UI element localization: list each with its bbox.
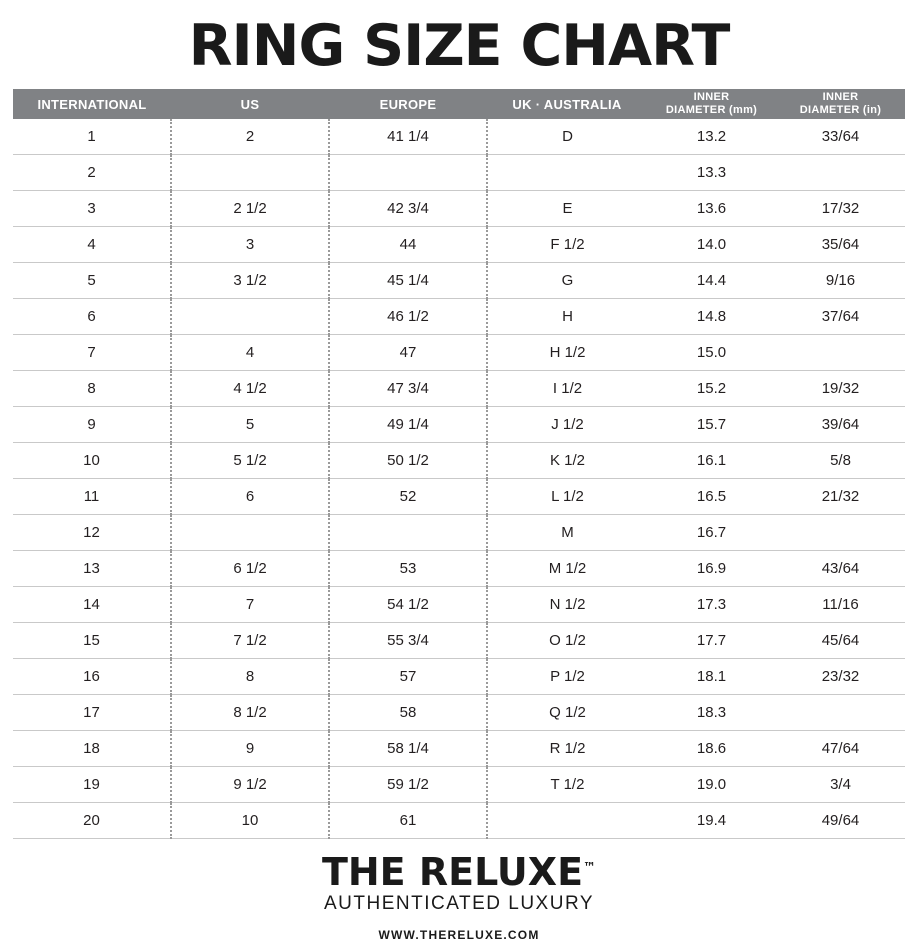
- cell-international: 1: [13, 119, 171, 155]
- cell-us: 3: [171, 227, 329, 263]
- cell-europe: 44: [329, 227, 487, 263]
- cell-inner-diameter-in: [776, 695, 905, 731]
- cell-uk-australia: Q 1/2: [487, 695, 647, 731]
- cell-uk-australia: H: [487, 299, 647, 335]
- cell-international: 3: [13, 191, 171, 227]
- page-title: RING SIZE CHART: [188, 13, 730, 79]
- cell-international: 6: [13, 299, 171, 335]
- cell-inner-diameter-in: 33/64: [776, 119, 905, 155]
- cell-us: 2 1/2: [171, 191, 329, 227]
- cell-europe: 52: [329, 479, 487, 515]
- cell-international: 15: [13, 623, 171, 659]
- column-header-inner-diameter-mm: [647, 89, 776, 119]
- cell-inner-diameter-in: 19/32: [776, 371, 905, 407]
- table-row: [13, 623, 905, 659]
- cell-uk-australia: G: [487, 263, 647, 299]
- column-header-international: INTERNATIONAL: [13, 89, 171, 119]
- column-header-europe: EUROPE: [329, 89, 487, 119]
- cell-uk-australia: T 1/2: [487, 767, 647, 803]
- cell-international: 5: [13, 263, 171, 299]
- table-row: [13, 515, 905, 551]
- cell-inner-diameter-in: 39/64: [776, 407, 905, 443]
- cell-inner-diameter-in: 49/64: [776, 803, 905, 839]
- column-header-inner-diameter-mm-line1: INNER: [693, 91, 730, 104]
- cell-international: 18: [13, 731, 171, 767]
- cell-europe: 57: [329, 659, 487, 695]
- column-header-inner-diameter-in-line1: INNER: [822, 91, 859, 104]
- cell-inner-diameter-mm: 14.0: [647, 227, 776, 263]
- cell-europe: 53: [329, 551, 487, 587]
- cell-inner-diameter-in: 47/64: [776, 731, 905, 767]
- cell-us: 5 1/2: [171, 443, 329, 479]
- cell-inner-diameter-in: 23/32: [776, 659, 905, 695]
- cell-inner-diameter-mm: 13.2: [647, 119, 776, 155]
- brand-tagline: AUTHENTICATED LUXURY: [324, 893, 594, 914]
- table-row: [13, 551, 905, 587]
- table-row: [13, 335, 905, 371]
- cell-us: 6 1/2: [171, 551, 329, 587]
- cell-international: 16: [13, 659, 171, 695]
- cell-international: 7: [13, 335, 171, 371]
- cell-inner-diameter-mm: 13.6: [647, 191, 776, 227]
- cell-us: 9: [171, 731, 329, 767]
- table-header-row: [13, 89, 905, 119]
- cell-inner-diameter-in: 21/32: [776, 479, 905, 515]
- cell-us: 3 1/2: [171, 263, 329, 299]
- table-row: [13, 695, 905, 731]
- table-row: [13, 407, 905, 443]
- table-row: [13, 119, 905, 155]
- brand-name: [321, 850, 597, 894]
- cell-inner-diameter-in: 11/16: [776, 587, 905, 623]
- cell-inner-diameter-in: [776, 515, 905, 551]
- cell-uk-australia: M: [487, 515, 647, 551]
- cell-inner-diameter-in: 9/16: [776, 263, 905, 299]
- table-body: [13, 119, 905, 839]
- cell-inner-diameter-mm: 17.3: [647, 587, 776, 623]
- cell-uk-australia: [487, 803, 647, 839]
- column-header-inner-diameter-in-line2: DIAMETER (in): [799, 104, 882, 116]
- cell-inner-diameter-in: 45/64: [776, 623, 905, 659]
- cell-europe: [329, 155, 487, 191]
- cell-uk-australia: F 1/2: [487, 227, 647, 263]
- cell-international: 9: [13, 407, 171, 443]
- column-header-us: US: [171, 89, 329, 119]
- cell-europe: 58 1/4: [329, 731, 487, 767]
- ring-size-table: [13, 89, 905, 839]
- cell-europe: 45 1/4: [329, 263, 487, 299]
- cell-inner-diameter-mm: 16.5: [647, 479, 776, 515]
- cell-inner-diameter-in: 37/64: [776, 299, 905, 335]
- cell-europe: 47: [329, 335, 487, 371]
- cell-international: 19: [13, 767, 171, 803]
- table-row: [13, 371, 905, 407]
- table-row: [13, 443, 905, 479]
- cell-inner-diameter-mm: 18.1: [647, 659, 776, 695]
- table-row: [13, 587, 905, 623]
- cell-uk-australia: E: [487, 191, 647, 227]
- cell-europe: [329, 515, 487, 551]
- cell-uk-australia: D: [487, 119, 647, 155]
- cell-inner-diameter-mm: 15.0: [647, 335, 776, 371]
- cell-inner-diameter-in: [776, 155, 905, 191]
- cell-inner-diameter-mm: 18.3: [647, 695, 776, 731]
- cell-us: 8: [171, 659, 329, 695]
- cell-us: 5: [171, 407, 329, 443]
- cell-inner-diameter-in: 43/64: [776, 551, 905, 587]
- brand-name-text: THE RELUXE: [321, 850, 584, 894]
- cell-inner-diameter-mm: 19.0: [647, 767, 776, 803]
- cell-uk-australia: N 1/2: [487, 587, 647, 623]
- website-url: WWW.THERELUXE.COM: [378, 928, 540, 942]
- cell-international: 4: [13, 227, 171, 263]
- table-row: [13, 263, 905, 299]
- cell-uk-australia: O 1/2: [487, 623, 647, 659]
- cell-europe: 41 1/4: [329, 119, 487, 155]
- cell-inner-diameter-mm: 16.7: [647, 515, 776, 551]
- table-header: [13, 89, 905, 119]
- table-row: [13, 479, 905, 515]
- cell-inner-diameter-in: 3/4: [776, 767, 905, 803]
- cell-europe: 54 1/2: [329, 587, 487, 623]
- cell-uk-australia: P 1/2: [487, 659, 647, 695]
- table-row: [13, 767, 905, 803]
- cell-europe: 46 1/2: [329, 299, 487, 335]
- cell-inner-diameter-mm: 16.1: [647, 443, 776, 479]
- cell-europe: 55 3/4: [329, 623, 487, 659]
- cell-inner-diameter-mm: 16.9: [647, 551, 776, 587]
- cell-inner-diameter-mm: 17.7: [647, 623, 776, 659]
- cell-inner-diameter-in: [776, 335, 905, 371]
- cell-uk-australia: M 1/2: [487, 551, 647, 587]
- cell-international: 13: [13, 551, 171, 587]
- table-row: [13, 731, 905, 767]
- cell-europe: 58: [329, 695, 487, 731]
- cell-uk-australia: I 1/2: [487, 371, 647, 407]
- column-header-uk-australia: UK · AUSTRALIA: [487, 89, 647, 119]
- cell-us: 8 1/2: [171, 695, 329, 731]
- cell-uk-australia: J 1/2: [487, 407, 647, 443]
- cell-us: 2: [171, 119, 329, 155]
- cell-europe: 59 1/2: [329, 767, 487, 803]
- cell-international: 2: [13, 155, 171, 191]
- cell-inner-diameter-mm: 19.4: [647, 803, 776, 839]
- cell-uk-australia: K 1/2: [487, 443, 647, 479]
- cell-us: 7 1/2: [171, 623, 329, 659]
- cell-europe: 61: [329, 803, 487, 839]
- cell-international: 17: [13, 695, 171, 731]
- cell-inner-diameter-mm: 15.2: [647, 371, 776, 407]
- cell-inner-diameter-mm: 14.8: [647, 299, 776, 335]
- cell-us: 9 1/2: [171, 767, 329, 803]
- column-header-inner-diameter-in: [776, 89, 905, 119]
- cell-inner-diameter-in: 17/32: [776, 191, 905, 227]
- table-row: [13, 227, 905, 263]
- cell-inner-diameter-mm: 15.7: [647, 407, 776, 443]
- cell-us: [171, 299, 329, 335]
- footer: [0, 850, 918, 942]
- cell-europe: 49 1/4: [329, 407, 487, 443]
- cell-inner-diameter-mm: 14.4: [647, 263, 776, 299]
- cell-inner-diameter-mm: 18.6: [647, 731, 776, 767]
- cell-international: 12: [13, 515, 171, 551]
- cell-us: 10: [171, 803, 329, 839]
- cell-us: [171, 155, 329, 191]
- cell-uk-australia: [487, 155, 647, 191]
- cell-uk-australia: H 1/2: [487, 335, 647, 371]
- cell-us: [171, 515, 329, 551]
- cell-us: 4: [171, 335, 329, 371]
- table-row: [13, 299, 905, 335]
- cell-europe: 42 3/4: [329, 191, 487, 227]
- cell-europe: 50 1/2: [329, 443, 487, 479]
- table-row: [13, 191, 905, 227]
- cell-international: 14: [13, 587, 171, 623]
- cell-us: 6: [171, 479, 329, 515]
- cell-inner-diameter-in: 5/8: [776, 443, 905, 479]
- cell-international: 10: [13, 443, 171, 479]
- cell-uk-australia: R 1/2: [487, 731, 647, 767]
- cell-international: 11: [13, 479, 171, 515]
- cell-inner-diameter-in: 35/64: [776, 227, 905, 263]
- cell-international: 8: [13, 371, 171, 407]
- column-header-inner-diameter-mm-line2: DIAMETER (mm): [665, 104, 758, 116]
- table-row: [13, 155, 905, 191]
- trademark-symbol: ™: [583, 860, 597, 876]
- table-row: [13, 659, 905, 695]
- table-row: [13, 803, 905, 839]
- cell-inner-diameter-mm: 13.3: [647, 155, 776, 191]
- cell-uk-australia: L 1/2: [487, 479, 647, 515]
- cell-international: 20: [13, 803, 171, 839]
- cell-europe: 47 3/4: [329, 371, 487, 407]
- cell-us: 4 1/2: [171, 371, 329, 407]
- cell-us: 7: [171, 587, 329, 623]
